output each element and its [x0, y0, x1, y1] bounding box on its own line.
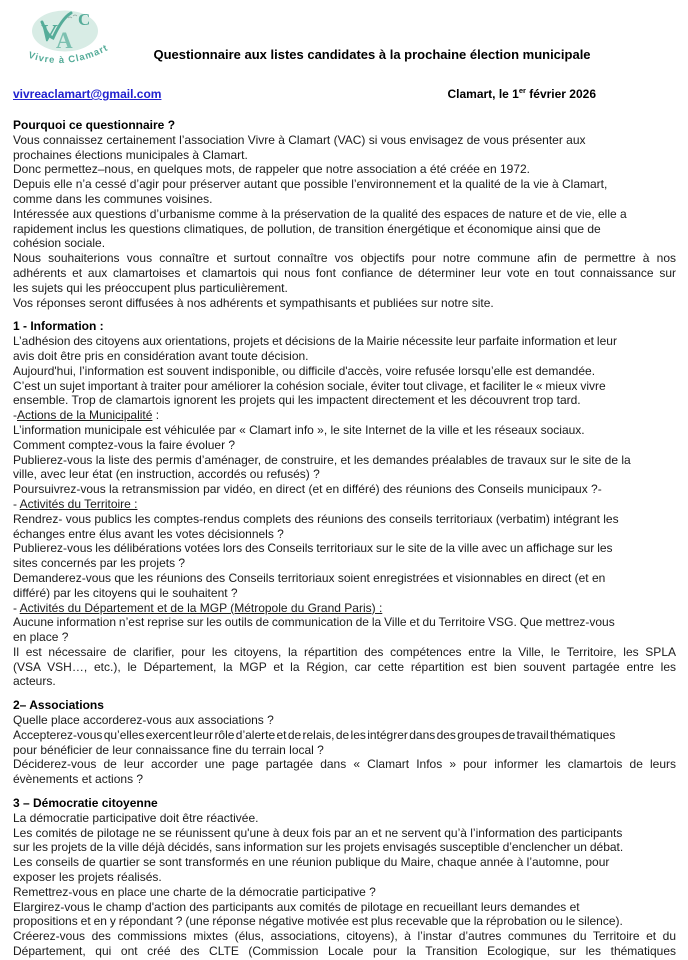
dateline-superscript: er	[518, 86, 526, 95]
text-line: rapidement inclus les questions climatiques, de pollution, de transition énergétique et économique ainsi que de	[13, 221, 601, 236]
text-line: Elargirez-vous le champ d'action des participants aux comités de pilotage en recueillant leurs demandes et	[13, 899, 580, 914]
text-line: Rendrez- vous publics les comptes-rendus complets des réunions des conseils territoriaux (verbatim) intégrant les	[13, 511, 619, 526]
document-header	[0, 0, 688, 118]
text-line: Accepterez-vous qu’elles exercent leur rôle d’alerte et de relais, de les intégrer dans des groupes de travail thématiques	[13, 727, 616, 742]
section-heading: Pourquoi ce questionnaire ?	[13, 118, 176, 132]
text-line: les sujets qui les préoccupent plus particulièrement.	[13, 280, 288, 295]
dateline: Clamart, le 1er février 2026	[447, 86, 596, 101]
text-line: Les conseils de quartier se sont transformés en une réunion publique du Maire, chaque année à l’automne, pour	[13, 855, 610, 870]
text-line: C’est un sujet important à traiter pour améliorer la cohésion sociale, éviter tout clivage, et faciliter le « mieux vivre	[13, 378, 606, 393]
text-line: La démocratie participative doit être réactivée.	[13, 810, 259, 825]
text-line: Publierez-vous la liste des permis d’aménager, de construire, et les demandes préalables de travaux sur le site de la	[13, 452, 631, 467]
text-line: différé) par les citoyens qui le souhaitent ?	[13, 585, 238, 600]
text-line: Depuis elle n’a cessé d’agir pour préserver autant que possible l’environnement et la qualité de la vie à Clamart,	[13, 177, 608, 192]
text-line: ensemble. Trop de clamartois ignorent les projets qui les impactent directement et les découvrent trop tard.	[13, 393, 581, 408]
text-line: cohésion sociale.	[13, 236, 106, 251]
section-heading: 3 – Démocratie citoyenne	[13, 796, 158, 811]
text-line: Les comités de pilotage ne se réunissent qu'une à deux fois par an et ne servent qu’à l’information des participants	[13, 825, 623, 840]
text-line: ville, avec leur état (en instruction, accordés ou refusés) ?	[13, 467, 320, 482]
text-line: Donc permettez–nous, en quelques mots, de rappeler que notre association a été créée en 1972.	[13, 162, 531, 177]
text-line: L’adhésion des citoyens aux orientations, projets et décisions de la Mairie nécessite leur parfaite information et leur	[13, 334, 617, 349]
subsection-heading: -Actions de la Municipalité :	[13, 408, 160, 423]
text-line: Comment comptez-vous la faire évoluer ?	[13, 437, 236, 452]
svg-text:A: A	[56, 28, 73, 53]
text-line: Publierez-vous les délibérations votées lors des Conseils territoriaux sur le site de la ville avec un affichage sur les	[13, 541, 613, 556]
text-line: avis doit être pris en considération avant toute décision.	[13, 348, 309, 363]
text-line: Aucune information n’est reprise sur les outils de communication de la Ville et du Territoire VSG. Que mettrez-vous	[13, 615, 615, 630]
text-line: Créerez-vous des commissions mixtes (élus, associations, citoyens), à l’instar d’autres communes du Territoire et du	[13, 929, 676, 944]
text-line: échanges entre élus avant les votes décisionnels ?	[13, 526, 284, 541]
document-body	[13, 118, 676, 959]
subsection-heading: - Activités du Territoire :	[13, 496, 138, 511]
text-line: en place ?	[13, 630, 69, 645]
text-line: Nous souhaiterions vous connaître et surtout connaître vos objectifs pour notre commune afin de permettre à nos	[13, 251, 676, 266]
svg-text:C: C	[78, 10, 91, 29]
text-line: Quelle place accorderez-vous aux associations ?	[13, 713, 274, 728]
header-meta-row	[13, 86, 676, 101]
text-line: Il est nécessaire de clarifier, pour les citoyens, la répartition des compétences entre la Ville, le Territoire, les SPLA	[13, 644, 676, 659]
email-link[interactable]: vivreaclamart@gmail.com	[13, 87, 162, 101]
subsection-heading: - Activités du Département et de la MGP (Métropole du Grand Paris) :	[13, 600, 383, 615]
paragraph-spacer	[13, 689, 676, 698]
text-line: évènements et actions ?	[13, 772, 144, 787]
text-line: Vous connaissez certainement l’association Vivre à Clamart (VAC) si vous envisagez de vous présenter aux	[13, 132, 586, 147]
text-line: Département, qui ont créé des CLTE (Commission Locale pour la Transition Ecologique, sur les thématiques	[13, 944, 676, 959]
text-line: (VSA VSH…, etc.), le Département, la MGP et la Région, car cette répartition est bien souvent partagée entre les	[13, 659, 676, 674]
text-line: prochaines élections municipales à Clamart.	[13, 147, 248, 162]
paragraph-spacer	[13, 787, 676, 796]
section-heading: 2– Associations	[13, 698, 104, 713]
paragraph-spacer	[13, 310, 676, 319]
text-line: exposer les projets réalisés.	[13, 870, 162, 885]
text-line: acteurs.	[13, 674, 56, 689]
text-line: Intéressée aux questions d’urbanisme comme à la préservation de la qualité des espaces de nature et de vie, elle a	[13, 206, 627, 221]
text-line: Remettrez-vous en place une charte de la démocratie participative ?	[13, 884, 376, 899]
logo-tagline: Vivre à Clamart	[26, 42, 111, 67]
text-line: Demanderez-vous que les réunions des Conseils territoriaux soient enregistrées et visionnables en direct (et en	[13, 570, 606, 585]
text-line: sur les projets de la ville déjà décidés, sans information sur les projets envisagés susceptible d’enclencher un débat.	[13, 840, 624, 855]
text-line: Vos réponses seront diffusées à nos adhérents et sympathisants et publiées sur notre site.	[13, 295, 494, 310]
text-line: sites concernés par les projets ?	[13, 556, 186, 571]
text-line: pour bénéficier de leur connaissance fine du terrain local ?	[13, 742, 324, 757]
text-line: Déciderez-vous de leur accorder une page partagée dans « Clamart Infos » pour informer les clamartois de leurs	[13, 757, 676, 772]
section-heading: 1 - Information :	[13, 319, 104, 334]
text-line: comme dans les communes voisines.	[13, 191, 213, 206]
text-line: adhérents et aux clamartoises et clamartois qui nous font confiance de déterminer leur vote en tout connaissance sur	[13, 265, 676, 280]
page-title: Questionnaire aux listes candidates à la prochaine élection municipale	[153, 47, 591, 62]
svg-text:V: V	[40, 21, 57, 47]
text-line: propositions et en y répondant ? (une réponse négative motivée est plus recevable que la réprobation ou le silence).	[13, 914, 623, 929]
text-line: Aujourd'hui, l’information est souvent indisponible, ou difficile d'accès, voire refusée lorsqu’elle est demandée.	[13, 363, 596, 378]
text-line: L’information municipale est véhiculée par « Clamart info », le site Internet de la ville et les réseaux sociaux.	[13, 422, 585, 437]
text-line: Poursuivrez-vous la retransmission par vidéo, en direct (et en différé) des réunions des Conseils municipaux ?-	[13, 482, 602, 497]
